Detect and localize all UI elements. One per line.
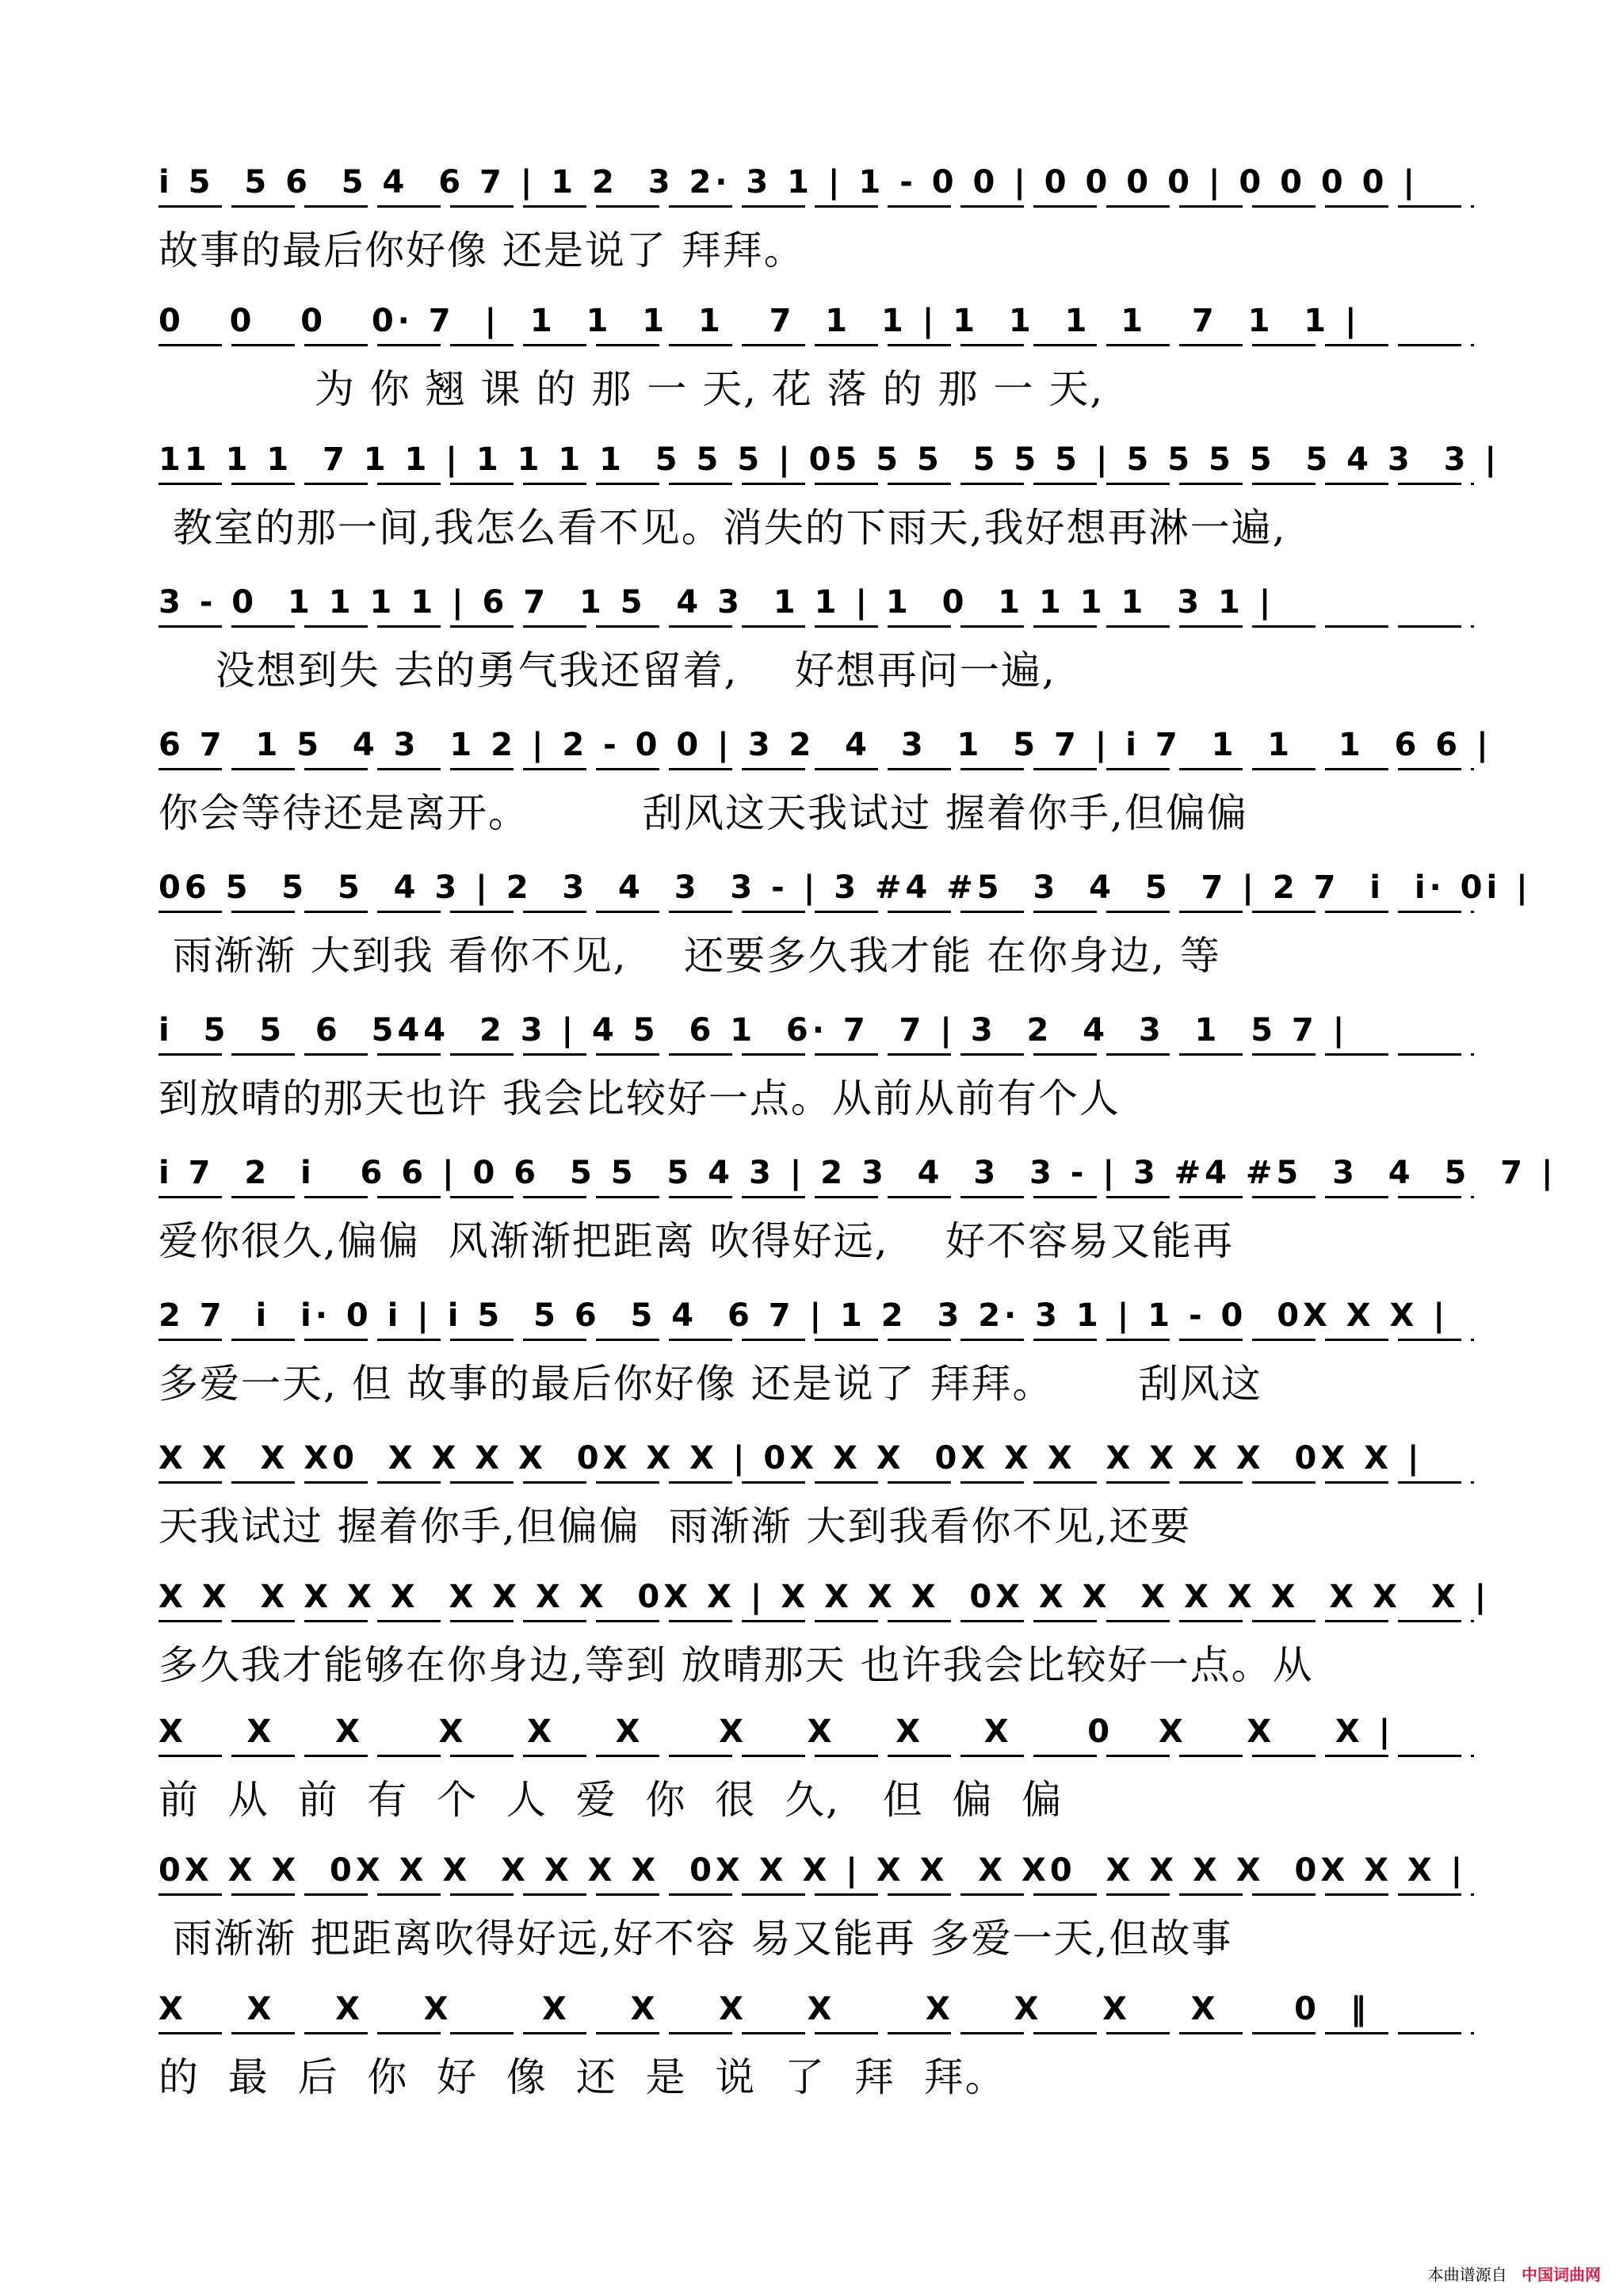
- lyrics-line: 多久我才能够在你身边,等到 放晴那天 也许我会比较好一点。从: [158, 1642, 1314, 1688]
- notation-line: X X X X0 X X X X 0X X X | 0X X X 0X X X X X X X 0X X |: [158, 1440, 1423, 1477]
- notation-line: 0X X X 0X X X X X X X 0X X X | X X X X0 X X X X 0X X X |: [158, 1852, 1467, 1889]
- lyrics-line: 前 从 前 有 个 人 爱 你 很 久, 但 偏 偏: [158, 1777, 1064, 1823]
- source-footer: [1428, 2262, 1601, 2285]
- lyrics-line: 故事的最后你好像 还是说了 拜拜。: [158, 227, 805, 273]
- notation-line: 6 7 1 5 4 3 1 2 | 2 - 0 0 | 3 2 4 3 1 5 7 | i 7 1 1 1 6 6 |: [158, 727, 1492, 763]
- notation-line: 0 0 0 0· 7 | 1 1 1 1 7 1 1 | 1 1 1 1 7 1 1 |: [158, 303, 1361, 339]
- lyrics-line: 雨渐渐 大到我 看你不见, 还要多久我才能 在你身边, 等: [158, 933, 1221, 979]
- notation-line: 06 5 5 5 4 3 | 2 3 4 3 3 - | 3 #4 #5 3 4 5 7 | 2 7 i i· 0i |: [158, 869, 1532, 906]
- source-label: 本曲谱源自: [1427, 2265, 1507, 2284]
- notation-line: 11 1 1 7 1 1 | 1 1 1 1 5 5 5 | 05 5 5 5 5 5 | 5 5 5 5 5 4 3 3 |: [158, 441, 1500, 478]
- lyrics-line: 雨渐渐 把距离吹得好远,好不容 易又能再 多爱一天,但故事: [158, 1916, 1233, 1962]
- beam-line: [158, 1339, 1474, 1341]
- notation-line: X X X X X X X X X X X X 0 ‖: [158, 1991, 1370, 2027]
- notation-line: 2 7 i i· 0 i | i 5 5 6 5 4 6 7 | 1 2 3 2· 3 1 | 1 - 0 0X X X |: [158, 1297, 1449, 1334]
- beam-line: [158, 1620, 1474, 1622]
- lyrics-line: 的 最 后 你 好 像 还 是 说 了 拜 拜。: [158, 2054, 1006, 2100]
- beam-line: [158, 344, 1474, 346]
- beam-line: [158, 2032, 1474, 2034]
- lyrics-line: 爱你很久,偏偏 风渐渐把距离 吹得好远, 好不容易又能再: [158, 1218, 1235, 1264]
- beam-line: [158, 768, 1474, 770]
- beam-line: [158, 205, 1474, 208]
- beam-line: [158, 1053, 1474, 1056]
- beam-line: [158, 1893, 1474, 1896]
- beam-line: [158, 483, 1474, 485]
- lyrics-line: 多爱一天, 但 故事的最后你好像 还是说了 拜拜。 刮风这: [158, 1361, 1262, 1407]
- beam-line: [158, 625, 1474, 628]
- notation-line: i 5 5 6 5 4 6 7 | 1 2 3 2· 3 1 | 1 - 0 0 | 0 0 0 0 | 0 0 0 0 |: [158, 164, 1419, 201]
- lyrics-line: 没想到失 去的勇气我还留着, 好想再问一遍,: [158, 648, 1056, 693]
- lyrics-line: 天我试过 握着你手,但偏偏 雨渐渐 大到我看你不见,还要: [158, 1503, 1192, 1549]
- beam-line: [158, 911, 1474, 913]
- lyrics-line: 教室的那一间,我怎么看不见。消失的下雨天,我好想再淋一遍,: [158, 505, 1287, 551]
- notation-line: i 7 2 i 6 6 | 0 6 5 5 5 4 3 | 2 3 4 3 3 - | 3 #4 #5 3 4 5 7 |: [158, 1155, 1557, 1191]
- notation-line: 3 - 0 1 1 1 1 | 6 7 1 5 4 3 1 1 | 1 0 1 1 1 1 3 1 |: [158, 584, 1275, 621]
- beam-line: [158, 1481, 1474, 1484]
- site-label[interactable]: 中国词曲网: [1522, 2265, 1601, 2284]
- lyrics-line: 你会等待还是离开。 刮风这天我试过 握着你手,但偏偏: [158, 790, 1248, 836]
- lyrics-line: 为 你 翘 课 的 那 一 天, 花 落 的 那 一 天,: [158, 366, 1105, 412]
- notation-line: i 5 5 6 544 2 3 | 4 5 6 1 6· 7 7 | 3 2 4 3 1 5 7 |: [158, 1012, 1349, 1049]
- notation-line: X X X X X X X X X X 0 X X X |: [158, 1713, 1395, 1750]
- lyrics-line: 到放晴的那天也许 我会比较好一点。从前从前有个人: [158, 1075, 1121, 1121]
- notation-line: X X X X X X X X X X 0X X | X X X X 0X X X X X X X X X X |: [158, 1579, 1491, 1615]
- beam-line: [158, 1755, 1474, 1757]
- beam-line: [158, 1196, 1474, 1198]
